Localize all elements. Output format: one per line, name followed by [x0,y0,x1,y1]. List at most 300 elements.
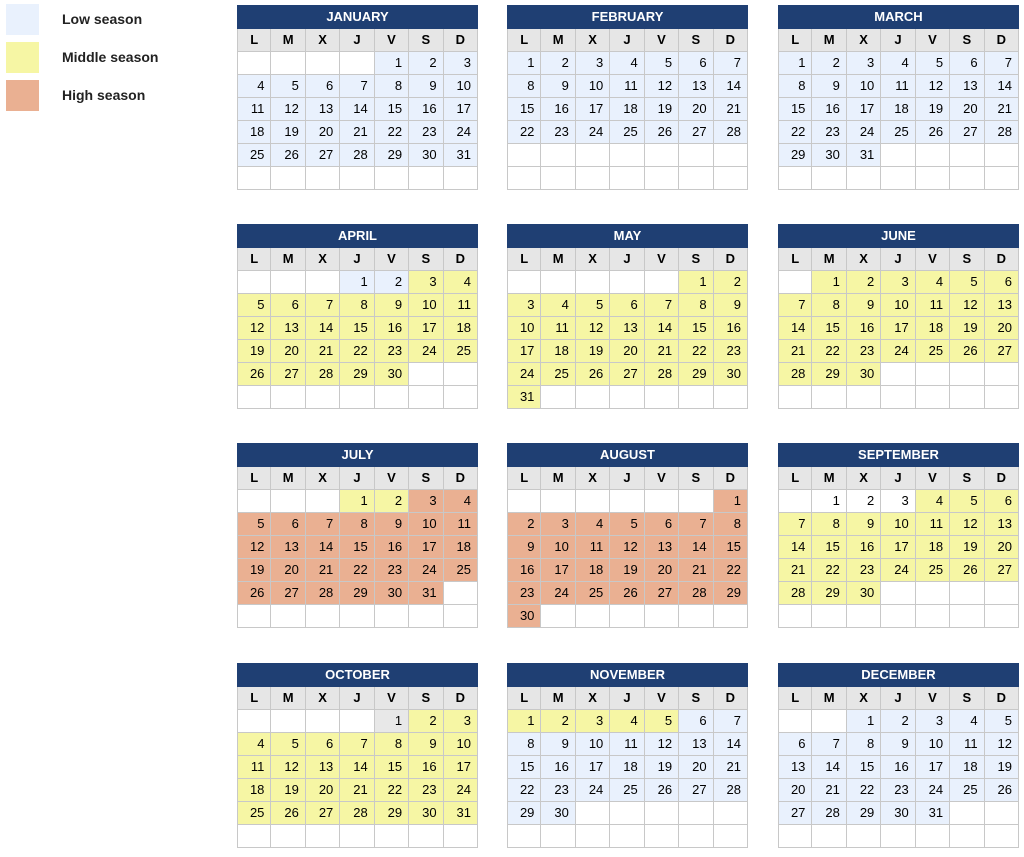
day-cell: 10 [409,513,443,536]
day-cell: 5 [916,52,950,75]
day-cell: 29 [812,582,846,605]
day-cell: 15 [375,756,409,779]
day-cell: 24 [541,582,575,605]
empty-cell [881,386,915,409]
day-cell: 23 [507,582,541,605]
weekday-header: L [507,29,541,52]
day-cell: 4 [237,733,271,756]
weekday-header: D [714,687,748,710]
month-grid [778,687,1019,848]
day-cell: 2 [847,490,881,513]
day-cell: 25 [237,144,271,167]
empty-cell [237,167,271,190]
weekday-header: V [645,248,679,271]
weekday-header: M [812,687,846,710]
day-cell: 18 [237,779,271,802]
day-cell: 23 [541,121,575,144]
day-cell: 9 [375,294,409,317]
empty-cell [916,144,950,167]
day-cell: 9 [881,733,915,756]
day-cell: 26 [916,121,950,144]
weekday-header: S [950,248,984,271]
day-cell: 21 [340,779,374,802]
empty-cell [306,271,340,294]
day-cell: 29 [847,802,881,825]
legend-label-high: High season [62,87,146,103]
empty-cell [237,386,271,409]
day-cell: 13 [950,75,984,98]
day-cell: 29 [375,144,409,167]
empty-cell [950,363,984,386]
day-cell: 10 [881,294,915,317]
legend-item-middle [6,42,226,74]
day-cell: 27 [985,340,1019,363]
day-cell: 22 [507,121,541,144]
day-cell: 10 [881,513,915,536]
day-cell: 20 [778,779,812,802]
month-grid [507,248,748,409]
day-cell: 18 [237,121,271,144]
day-cell: 2 [541,52,575,75]
empty-cell [271,386,305,409]
month-grid [507,687,748,848]
month-title: MAY [507,224,748,248]
day-cell: 26 [271,144,305,167]
day-cell: 10 [507,317,541,340]
day-cell: 23 [847,340,881,363]
weekday-header: V [916,29,950,52]
month-january [237,5,478,190]
weekday-header: L [237,248,271,271]
empty-cell [812,605,846,628]
empty-cell [541,144,575,167]
day-cell: 1 [507,710,541,733]
day-cell: 22 [340,559,374,582]
day-cell: 27 [271,363,305,386]
empty-cell [812,825,846,848]
day-cell: 8 [847,733,881,756]
weekday-header: S [950,467,984,490]
day-cell: 23 [881,779,915,802]
day-cell: 25 [541,363,575,386]
day-cell: 26 [950,559,984,582]
day-cell: 11 [237,98,271,121]
day-cell: 1 [679,271,713,294]
day-cell: 24 [444,779,478,802]
weekday-header: D [714,248,748,271]
day-cell: 24 [881,340,915,363]
empty-cell [847,386,881,409]
weekday-header: X [576,248,610,271]
day-cell: 17 [444,756,478,779]
day-cell: 1 [778,52,812,75]
empty-cell [340,386,374,409]
weekday-header: X [576,29,610,52]
day-cell: 14 [306,536,340,559]
empty-cell [375,167,409,190]
weekday-header: J [881,248,915,271]
empty-cell [881,605,915,628]
day-cell: 14 [645,317,679,340]
day-cell: 13 [679,75,713,98]
weekday-header: S [679,687,713,710]
day-cell: 22 [679,340,713,363]
day-cell: 26 [645,121,679,144]
day-cell: 1 [375,710,409,733]
empty-cell [881,825,915,848]
day-cell: 28 [340,802,374,825]
day-cell: 25 [237,802,271,825]
day-cell: 16 [881,756,915,779]
empty-cell [881,144,915,167]
empty-cell [812,386,846,409]
day-cell: 6 [679,710,713,733]
empty-cell [950,605,984,628]
day-cell: 1 [812,271,846,294]
day-cell: 6 [271,513,305,536]
weekday-header: J [610,29,644,52]
empty-cell [576,802,610,825]
day-cell: 19 [950,536,984,559]
empty-cell [444,825,478,848]
day-cell: 31 [507,386,541,409]
day-cell: 25 [444,340,478,363]
empty-cell [576,167,610,190]
day-cell: 15 [679,317,713,340]
day-cell: 22 [375,779,409,802]
day-cell: 10 [847,75,881,98]
weekday-header: L [778,29,812,52]
empty-cell [950,167,984,190]
day-cell: 21 [306,340,340,363]
day-cell: 9 [375,513,409,536]
weekday-header: S [679,248,713,271]
day-cell: 30 [409,144,443,167]
day-cell: 26 [610,582,644,605]
day-cell: 16 [375,536,409,559]
day-cell: 25 [610,121,644,144]
day-cell: 27 [306,802,340,825]
day-cell: 25 [610,779,644,802]
day-cell: 21 [645,340,679,363]
empty-cell [778,825,812,848]
empty-cell [985,825,1019,848]
weekday-header: J [881,29,915,52]
weekday-header: S [409,687,443,710]
weekday-header: X [306,467,340,490]
day-cell: 7 [679,513,713,536]
empty-cell [507,144,541,167]
day-cell: 22 [714,559,748,582]
empty-cell [576,271,610,294]
day-cell: 8 [812,513,846,536]
weekday-header: S [679,467,713,490]
day-cell: 25 [916,559,950,582]
empty-cell [340,167,374,190]
day-cell: 21 [985,98,1019,121]
day-cell: 7 [306,294,340,317]
day-cell: 14 [340,98,374,121]
empty-cell [610,490,644,513]
day-cell: 3 [881,490,915,513]
day-cell: 3 [847,52,881,75]
day-cell: 4 [444,271,478,294]
empty-cell [679,802,713,825]
empty-cell [507,271,541,294]
empty-cell [340,710,374,733]
day-cell: 10 [444,733,478,756]
day-cell: 8 [812,294,846,317]
day-cell: 2 [881,710,915,733]
empty-cell [916,605,950,628]
month-april [237,224,478,409]
day-cell: 5 [985,710,1019,733]
day-cell: 5 [645,710,679,733]
day-cell: 28 [985,121,1019,144]
month-title: NOVEMBER [507,663,748,687]
day-cell: 6 [778,733,812,756]
day-cell: 27 [271,582,305,605]
day-cell: 22 [507,779,541,802]
day-cell: 2 [375,271,409,294]
day-cell: 3 [409,271,443,294]
empty-cell [610,167,644,190]
legend-item-high [6,80,226,112]
day-cell: 30 [881,802,915,825]
day-cell: 16 [507,559,541,582]
empty-cell [610,825,644,848]
day-cell: 18 [916,536,950,559]
empty-cell [306,825,340,848]
weekday-header: V [375,687,409,710]
day-cell: 14 [778,536,812,559]
weekday-header: V [916,687,950,710]
day-cell: 31 [444,802,478,825]
day-cell: 14 [306,317,340,340]
empty-cell [679,825,713,848]
day-cell: 20 [610,340,644,363]
day-cell: 21 [714,98,748,121]
day-cell: 1 [340,490,374,513]
day-cell: 21 [306,559,340,582]
weekday-header: X [847,687,881,710]
month-may [507,224,748,409]
empty-cell [610,802,644,825]
empty-cell [916,582,950,605]
day-cell: 10 [576,75,610,98]
empty-cell [714,386,748,409]
day-cell: 3 [541,513,575,536]
day-cell: 11 [541,317,575,340]
empty-cell [916,363,950,386]
season-legend [6,4,226,118]
day-cell: 8 [778,75,812,98]
day-cell: 5 [950,490,984,513]
empty-cell [645,167,679,190]
weekday-header: J [610,248,644,271]
weekday-header: L [778,687,812,710]
day-cell: 1 [340,271,374,294]
empty-cell [916,167,950,190]
day-cell: 26 [271,802,305,825]
empty-cell [881,363,915,386]
day-cell: 26 [237,582,271,605]
day-cell: 4 [610,710,644,733]
day-cell: 3 [576,52,610,75]
day-cell: 28 [340,144,374,167]
empty-cell [409,605,443,628]
day-cell: 29 [679,363,713,386]
day-cell: 7 [306,513,340,536]
day-cell: 19 [950,317,984,340]
day-cell: 24 [916,779,950,802]
day-cell: 4 [444,490,478,513]
empty-cell [444,582,478,605]
weekday-header: L [507,248,541,271]
day-cell: 30 [847,582,881,605]
day-cell: 25 [881,121,915,144]
month-grid [778,467,1019,628]
day-cell: 31 [409,582,443,605]
weekday-header: S [409,248,443,271]
day-cell: 8 [375,75,409,98]
empty-cell [507,490,541,513]
day-cell: 28 [306,363,340,386]
empty-cell [985,386,1019,409]
empty-cell [610,386,644,409]
day-cell: 29 [714,582,748,605]
day-cell: 17 [576,756,610,779]
day-cell: 31 [444,144,478,167]
weekday-header: L [237,467,271,490]
empty-cell [271,825,305,848]
day-cell: 24 [409,340,443,363]
legend-label-low: Low season [62,11,143,27]
weekday-header: L [778,467,812,490]
day-cell: 21 [778,340,812,363]
day-cell: 4 [916,490,950,513]
weekday-header: D [985,467,1019,490]
day-cell: 18 [444,317,478,340]
day-cell: 22 [778,121,812,144]
day-cell: 28 [778,363,812,386]
day-cell: 12 [985,733,1019,756]
day-cell: 12 [916,75,950,98]
weekday-header: M [271,687,305,710]
month-grid [237,467,478,628]
day-cell: 4 [916,271,950,294]
month-march [778,5,1019,190]
month-title: MARCH [778,5,1019,29]
day-cell: 22 [375,121,409,144]
day-cell: 7 [340,75,374,98]
day-cell: 27 [679,779,713,802]
empty-cell [409,825,443,848]
day-cell: 1 [847,710,881,733]
day-cell: 19 [985,756,1019,779]
empty-cell [576,386,610,409]
day-cell: 26 [950,340,984,363]
legend-swatch-middle [6,42,39,73]
day-cell: 30 [847,363,881,386]
day-cell: 28 [812,802,846,825]
day-cell: 7 [714,52,748,75]
day-cell: 16 [541,98,575,121]
day-cell: 16 [409,756,443,779]
empty-cell [679,605,713,628]
day-cell: 30 [507,605,541,628]
empty-cell [306,710,340,733]
empty-cell [847,605,881,628]
day-cell: 18 [916,317,950,340]
day-cell: 28 [679,582,713,605]
empty-cell [271,271,305,294]
day-cell: 31 [847,144,881,167]
month-february [507,5,748,190]
day-cell: 5 [950,271,984,294]
empty-cell [950,386,984,409]
day-cell: 10 [409,294,443,317]
day-cell: 6 [306,733,340,756]
day-cell: 14 [340,756,374,779]
day-cell: 16 [847,536,881,559]
day-cell: 30 [409,802,443,825]
empty-cell [985,582,1019,605]
day-cell: 12 [610,536,644,559]
day-cell: 23 [714,340,748,363]
day-cell: 30 [541,802,575,825]
day-cell: 4 [950,710,984,733]
day-cell: 7 [985,52,1019,75]
day-cell: 6 [950,52,984,75]
day-cell: 11 [916,294,950,317]
day-cell: 1 [714,490,748,513]
day-cell: 10 [541,536,575,559]
day-cell: 20 [306,779,340,802]
day-cell: 7 [340,733,374,756]
empty-cell [679,144,713,167]
day-cell: 10 [916,733,950,756]
empty-cell [340,605,374,628]
day-cell: 4 [576,513,610,536]
day-cell: 27 [610,363,644,386]
day-cell: 15 [778,98,812,121]
empty-cell [950,802,984,825]
day-cell: 27 [645,582,679,605]
legend-swatch-low [6,4,39,35]
day-cell: 18 [881,98,915,121]
day-cell: 5 [645,52,679,75]
month-september [778,443,1019,628]
weekday-header: D [985,687,1019,710]
month-title: JUNE [778,224,1019,248]
weekday-header: X [576,687,610,710]
weekday-header: X [847,29,881,52]
day-cell: 8 [340,513,374,536]
empty-cell [271,710,305,733]
day-cell: 30 [375,363,409,386]
day-cell: 7 [714,710,748,733]
empty-cell [714,144,748,167]
weekday-header: X [847,467,881,490]
weekday-header: M [812,467,846,490]
month-title: OCTOBER [237,663,478,687]
day-cell: 27 [679,121,713,144]
empty-cell [306,490,340,513]
day-cell: 11 [237,756,271,779]
day-cell: 11 [610,733,644,756]
day-cell: 18 [610,756,644,779]
